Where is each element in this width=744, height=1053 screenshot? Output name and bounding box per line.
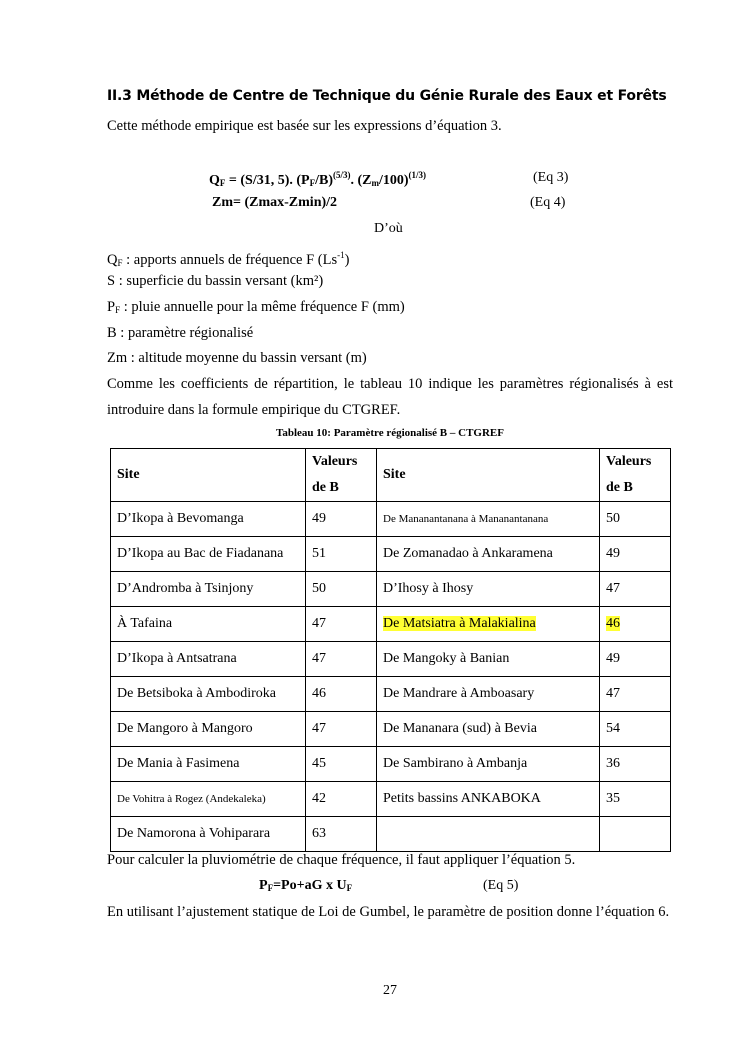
header-valeurs-1: Valeurs de B (306, 449, 377, 502)
site-cell-highlighted (377, 607, 600, 642)
value-cell: 47 (306, 712, 377, 747)
value-cell: 46 (306, 677, 377, 712)
value-cell: 47 (306, 607, 377, 642)
site-cell: À Tafaina (111, 607, 306, 642)
definition-b: B : paramètre régionalisé (107, 325, 254, 341)
value-cell: 45 (306, 747, 377, 782)
table-row (111, 712, 671, 747)
paragraph-gumbel: En utilisant l’ajustement statique de Loi de Gumbel, le paramètre de position donne l’équation 6. (107, 904, 670, 920)
site-cell: D’Andromba à Tsinjony (111, 572, 306, 607)
highlighted-site: De Matsiatra à Malakialina (383, 616, 536, 631)
table-row (111, 642, 671, 677)
value-cell-highlighted (600, 607, 671, 642)
table-row (111, 537, 671, 572)
value-cell: 36 (600, 747, 671, 782)
table-row (111, 607, 671, 642)
site-cell: De Betsiboka à Ambodiroka (111, 677, 306, 712)
site-cell: D’Ikopa à Bevomanga (111, 502, 306, 537)
site-cell: De Zomanadao à Ankaramena (377, 537, 600, 572)
table-header-row (111, 449, 671, 502)
value-cell: 63 (306, 817, 377, 852)
header-site-2: Site (377, 449, 600, 502)
equation-5: $P_F=Po+aG$ x $U_F$ (259, 878, 353, 893)
page-number: 27 (383, 983, 397, 998)
value-cell: 50 (600, 502, 671, 537)
definition-pf: $P_F$ : pluie annuelle pour la même fréquence F (mm) (107, 299, 405, 315)
header-site-1: Site (111, 449, 306, 502)
section-heading: II.3 Méthode de Centre de Technique du Génie Rurale des Eaux et Forêts (107, 88, 667, 104)
value-cell: 47 (306, 642, 377, 677)
site-cell: De Sambirano à Ambanja (377, 747, 600, 782)
dou-text: D’où (374, 221, 403, 236)
site-cell: D’Ihosy à Ihosy (377, 572, 600, 607)
paragraph-tableau: Comme les coefficients de répartition, le tableau 10 indique les paramètres régionalisés à est introduire dans la formule empirique du CTGREF. (107, 376, 673, 418)
value-cell: 47 (600, 677, 671, 712)
value-cell: 49 (600, 642, 671, 677)
site-cell: De Mangoky à Banian (377, 642, 600, 677)
definition-s: S : superficie du bassin versant (km²) (107, 273, 324, 289)
intro-text: Cette méthode empirique est basée sur les expressions d’équation 3. (107, 118, 502, 134)
site-cell: D’Ikopa à Antsatrana (111, 642, 306, 677)
site-cell: De Mangoro à Mangoro (111, 712, 306, 747)
value-cell: 35 (600, 782, 671, 817)
site-cell: De Mandrare à Amboasary (377, 677, 600, 712)
paragraph-pluviometrie: Pour calculer la pluviométrie de chaque fréquence, il faut appliquer l’équation 5. (107, 852, 576, 868)
value-cell: 42 (306, 782, 377, 817)
site-cell: De Mananara (sud) à Bevia (377, 712, 600, 747)
table-row (111, 747, 671, 782)
table-caption: Tableau 10: Paramètre régionalisé B – CTGREF (276, 427, 504, 439)
value-cell: 49 (306, 502, 377, 537)
value-cell: 47 (600, 572, 671, 607)
table-row (111, 677, 671, 712)
parameter-table (110, 448, 671, 852)
header-valeurs-2: Valeurs de B (600, 449, 671, 502)
table-row (111, 502, 671, 537)
value-cell: 49 (600, 537, 671, 572)
table-row (111, 572, 671, 607)
definition-zm: Zm : altitude moyenne du bassin versant (m) (107, 350, 367, 366)
site-cell: De Mania à Fasimena (111, 747, 306, 782)
table-row (111, 782, 671, 817)
value-cell: 54 (600, 712, 671, 747)
equation-3-number: (Eq 3) (533, 170, 569, 185)
equation-3: $Q_F = (S/31$, 5). $(P_F/B)^{(5/3)}$. $(Z_m/100)^{(1/3)}$ (209, 170, 427, 188)
highlighted-value: 46 (606, 616, 620, 631)
site-cell: De Vohitra à Rogez (Andekaleka) (111, 782, 306, 817)
definition-qf: $Q_F$ : apports annuels de fréquence F $(Ls^{-1})$ (107, 250, 350, 268)
equation-4: Zm= (Zmax-Zmin)/2 (212, 195, 338, 210)
value-cell: 51 (306, 537, 377, 572)
site-cell: Petits bassins ANKABOKA (377, 782, 600, 817)
value-cell: 50 (306, 572, 377, 607)
equation-4-number: (Eq 4) (530, 195, 566, 210)
site-cell: D’Ikopa au Bac de Fiadanana (111, 537, 306, 572)
equation-5-number: (Eq 5) (483, 878, 519, 893)
site-cell: De Mananantanana à Mananantanana (377, 502, 600, 537)
value-cell (600, 817, 671, 852)
site-cell: De Namorona à Vohiparara (111, 817, 306, 852)
